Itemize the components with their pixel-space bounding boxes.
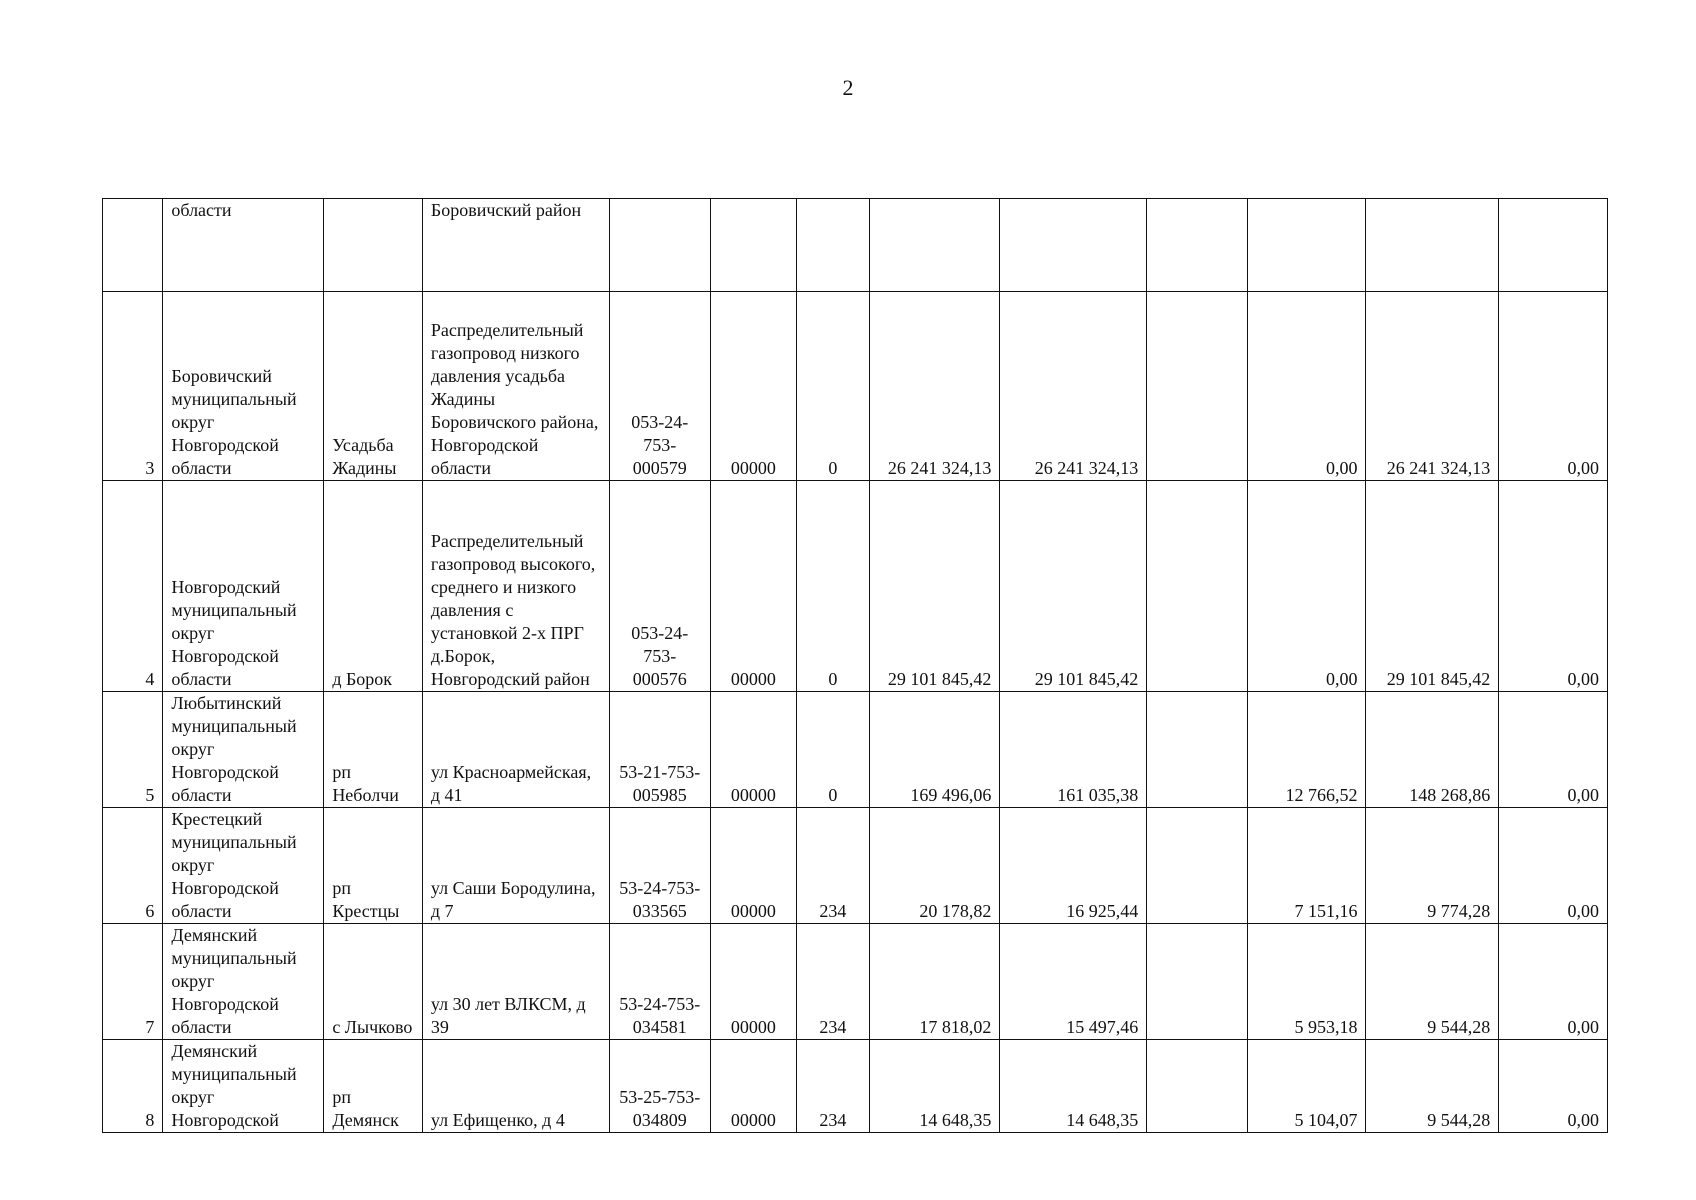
amount-cell: 161 035,38 [1000, 692, 1147, 808]
amount-total-cell: 17 818,02 [869, 924, 1000, 1040]
empty-cell [1147, 292, 1248, 481]
code-cell: 53-25-753-034809 [610, 1040, 711, 1133]
address-cell: ул Саши Бородулина, д 7 [422, 808, 609, 924]
amount-total-cell: 20 178,82 [869, 808, 1000, 924]
amount-part-a-cell: 5 953,18 [1247, 924, 1366, 1040]
page-number: 2 [842, 75, 854, 100]
register-table [102, 198, 1608, 1133]
remainder-cell: 0,00 [1499, 481, 1608, 692]
amount-total-cell: 169 496,06 [869, 692, 1000, 808]
remainder-cell: 0,00 [1499, 292, 1608, 481]
category-cell: 0 [797, 481, 869, 692]
municipality-cell: Крестецкий муниципальный округ Новгородской области [163, 808, 324, 924]
category-cell: 0 [797, 692, 869, 808]
category-cell: 234 [797, 808, 869, 924]
address-cell: Распределительный газопровод высокого, среднего и низкого давления с установкой 2-х ПРГ д.Борок, Новгородский район [422, 481, 609, 692]
locality-cell: рп Неболчи [324, 692, 423, 808]
amount-cell: 29 101 845,42 [1000, 481, 1147, 692]
table-row [103, 808, 1608, 924]
amount-total-cell: 26 241 324,13 [869, 292, 1000, 481]
empty-cell [1147, 481, 1248, 692]
municipality-cell: Боровичский муниципальный округ Новгородской области [163, 292, 324, 481]
amount-part-a-cell: 7 151,16 [1247, 808, 1366, 924]
empty-cell [1147, 692, 1248, 808]
category-cell: 234 [797, 924, 869, 1040]
table-row [103, 292, 1608, 481]
municipality-cell: Новгородский муниципальный округ Новгородской области [163, 481, 324, 692]
amount-part-a-cell [1247, 199, 1366, 292]
code-cell: 53-24-753-033565 [610, 808, 711, 924]
code-cell [610, 199, 711, 292]
amount-total-cell: 29 101 845,42 [869, 481, 1000, 692]
code-cell: 053-24-753-000576 [610, 481, 711, 692]
locality-cell: д Борок [324, 481, 423, 692]
address-cell: ул Красноармейская, д 41 [422, 692, 609, 808]
address-cell: ул Ефищенко, д 4 [422, 1040, 609, 1133]
amount-part-b-cell: 26 241 324,13 [1366, 292, 1499, 481]
remainder-cell: 0,00 [1499, 924, 1608, 1040]
amount-part-a-cell: 12 766,52 [1247, 692, 1366, 808]
table-row [103, 692, 1608, 808]
empty-cell [1147, 1040, 1248, 1133]
amount-part-b-cell: 9 544,28 [1366, 924, 1499, 1040]
remainder-cell [1499, 199, 1608, 292]
address-cell: ул 30 лет ВЛКСМ, д 39 [422, 924, 609, 1040]
amount-cell: 26 241 324,13 [1000, 292, 1147, 481]
amount-cell: 15 497,46 [1000, 924, 1147, 1040]
row-number: 3 [103, 292, 163, 481]
locality-cell: Усадьба Жадины [324, 292, 423, 481]
amount-total-cell [869, 199, 1000, 292]
code-cell: 053-24-753-000579 [610, 292, 711, 481]
row-number [103, 199, 163, 292]
amount-part-b-cell: 148 268,86 [1366, 692, 1499, 808]
locality-cell: рп Крестцы [324, 808, 423, 924]
code-suffix-cell [710, 199, 797, 292]
table-row [103, 924, 1608, 1040]
amount-part-a-cell: 5 104,07 [1247, 1040, 1366, 1133]
row-number: 5 [103, 692, 163, 808]
amount-cell: 16 925,44 [1000, 808, 1147, 924]
amount-part-b-cell: 9 544,28 [1366, 1040, 1499, 1133]
locality-cell [324, 199, 423, 292]
code-cell: 53-24-753-034581 [610, 924, 711, 1040]
category-cell: 0 [797, 292, 869, 481]
category-cell: 234 [797, 1040, 869, 1133]
table-row [103, 481, 1608, 692]
row-number: 7 [103, 924, 163, 1040]
locality-cell: рп Демянск [324, 1040, 423, 1133]
address-cell: Боровичский район [422, 199, 609, 292]
amount-part-a-cell: 0,00 [1247, 481, 1366, 692]
address-cell: Распределительный газопровод низкого давления усадьба Жадины Боровичского района, Новгородской области [422, 292, 609, 481]
locality-cell: с Лычково [324, 924, 423, 1040]
code-suffix-cell: 00000 [710, 292, 797, 481]
amount-part-b-cell [1366, 199, 1499, 292]
code-suffix-cell: 00000 [710, 924, 797, 1040]
amount-part-b-cell: 29 101 845,42 [1366, 481, 1499, 692]
amount-cell [1000, 199, 1147, 292]
municipality-cell: области [163, 199, 324, 292]
code-suffix-cell: 00000 [710, 1040, 797, 1133]
empty-cell [1147, 924, 1248, 1040]
empty-cell [1147, 808, 1248, 924]
amount-cell: 14 648,35 [1000, 1040, 1147, 1133]
municipality-cell: Любытинский муниципальный округ Новгородской области [163, 692, 324, 808]
municipality-cell: Демянский муниципальный округ Новгородской области [163, 924, 324, 1040]
code-cell: 53-21-753-005985 [610, 692, 711, 808]
remainder-cell: 0,00 [1499, 808, 1608, 924]
municipality-cell: Демянский муниципальный округ Новгородской [163, 1040, 324, 1133]
table-row [103, 1040, 1608, 1133]
remainder-cell: 0,00 [1499, 1040, 1608, 1133]
row-number: 4 [103, 481, 163, 692]
amount-part-b-cell: 9 774,28 [1366, 808, 1499, 924]
row-number: 8 [103, 1040, 163, 1133]
table-row [103, 199, 1608, 292]
category-cell [797, 199, 869, 292]
code-suffix-cell: 00000 [710, 481, 797, 692]
row-number: 6 [103, 808, 163, 924]
remainder-cell: 0,00 [1499, 692, 1608, 808]
code-suffix-cell: 00000 [710, 808, 797, 924]
empty-cell [1147, 199, 1248, 292]
code-suffix-cell: 00000 [710, 692, 797, 808]
amount-total-cell: 14 648,35 [869, 1040, 1000, 1133]
amount-part-a-cell: 0,00 [1247, 292, 1366, 481]
